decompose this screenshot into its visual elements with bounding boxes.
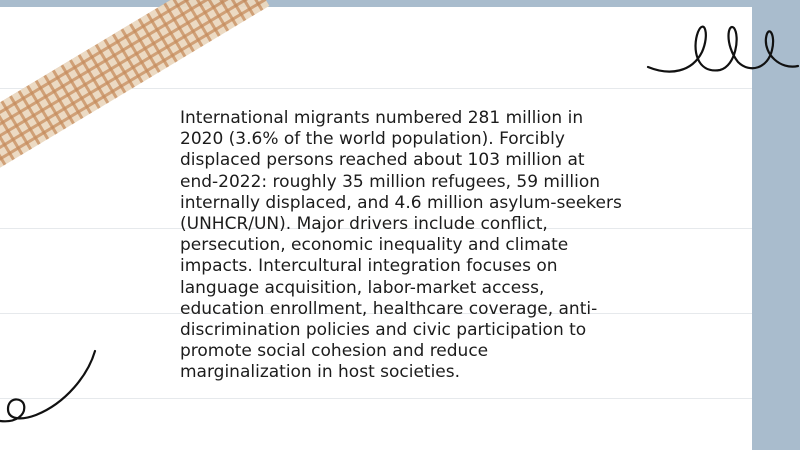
curl-doodle-icon	[0, 345, 105, 425]
body-paragraph: International migrants numbered 281 million in 2020 (3.6% of the world population). Forcibly displaced persons reached about 103 million at end-2022: roughly 35 million refugees, 59 million internally displaced, and 4.6 million asylum-seekers (UNHCR/UN). Major drivers include conflict, persecution, economic inequality and climate impacts. Intercultural integration focuses on language acquisition, labor-market access, education enrollment, healthcare coverage, anti-discrimination policies and civic participation to promote social cohesion and reduce marginalization in host societies.	[180, 108, 622, 383]
paper-rule	[0, 398, 752, 399]
loop-doodle-icon	[640, 10, 800, 80]
